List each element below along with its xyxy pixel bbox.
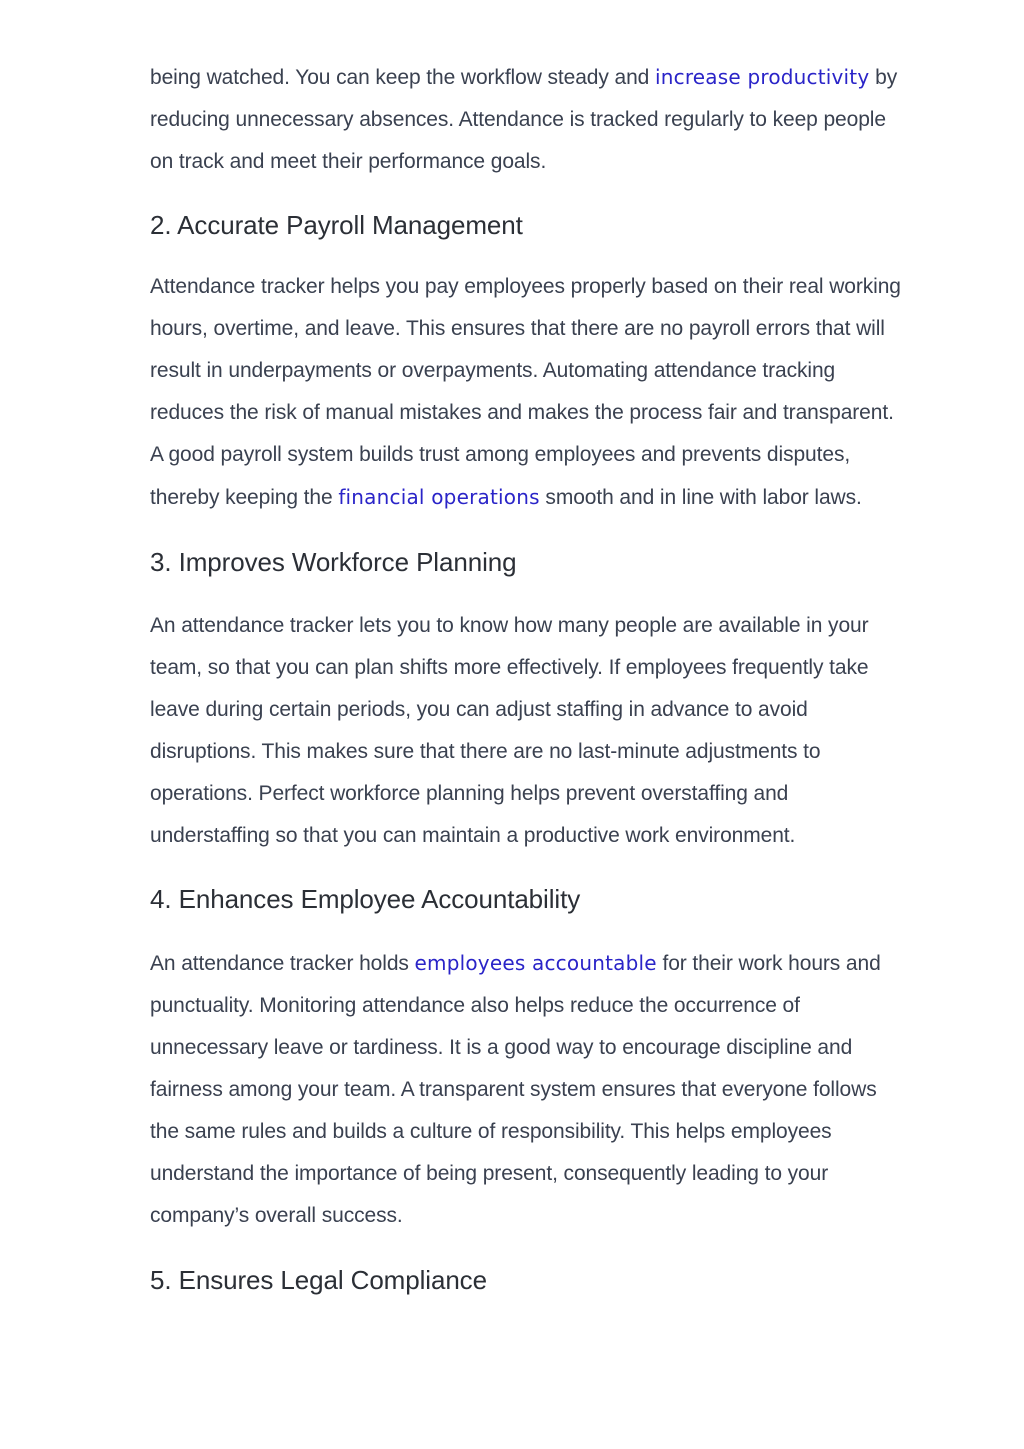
section-paragraph-workforce-planning: An attendance tracker lets you to know how many people are available in your team, so that you can plan shifts more effectively. If employees frequently take leave during certain periods, you can adjust staffing in advance to avoid disruptions. This makes sure that there are no last-minute adjustments to operations. Perfect workforce planning helps prevent overstaffing and understaffing so that you can maintain a productive work environment. <box>150 614 869 847</box>
employees-accountable-link[interactable]: employees accountable <box>414 951 657 975</box>
section-heading-accountability: 4. Enhances Employee Accountability <box>150 884 581 914</box>
section-paragraph-accountability <box>150 942 910 1237</box>
intro-text-before-link: being watched. You can keep the workflow steady and <box>150 66 655 89</box>
intro-paragraph <box>150 56 910 183</box>
section-heading-legal-compliance: 5. Ensures Legal Compliance <box>150 1265 487 1295</box>
accountability-text-before-link: An attendance tracker holds <box>150 952 415 975</box>
accountability-text-after-link: for their work hours and punctuality. Monitoring attendance also helps reduce the occurrence of unnecessary leave or tardiness. It is a good way to encourage discipline and fairness among your team. A transparent system ensures that everyone follows the same rules and builds a culture of responsibility. This helps employees understand the importance of being present, consequently leading to your company’s overall success. <box>150 952 881 1227</box>
increase-productivity-link[interactable]: increase productivity <box>654 65 870 89</box>
payroll-text-after-link: smooth and in line with labor laws. <box>539 486 862 509</box>
payroll-text-before-link: Attendance tracker helps you pay employees properly based on their real working hours, overtime, and leave. This ensures that there are no payroll errors that will result in underpayments or overpayments. Automating attendance tracking reduces the risk of manual mistakes and makes the process fair and transparent. A good payroll system builds trust among employees and prevents disputes, thereby keeping the <box>150 275 901 509</box>
section-paragraph-payroll <box>150 266 910 519</box>
financial-operations-link[interactable]: financial operations <box>338 485 540 509</box>
section-heading-payroll: 2. Accurate Payroll Management <box>150 210 523 240</box>
intro-text-after-link: by reducing unnecessary absences. Attendance is tracked regularly to keep people on track and meet their performance goals. <box>150 66 898 173</box>
section-heading-workforce-planning: 3. Improves Workforce Planning <box>150 547 517 577</box>
article-body <box>150 56 910 1298</box>
